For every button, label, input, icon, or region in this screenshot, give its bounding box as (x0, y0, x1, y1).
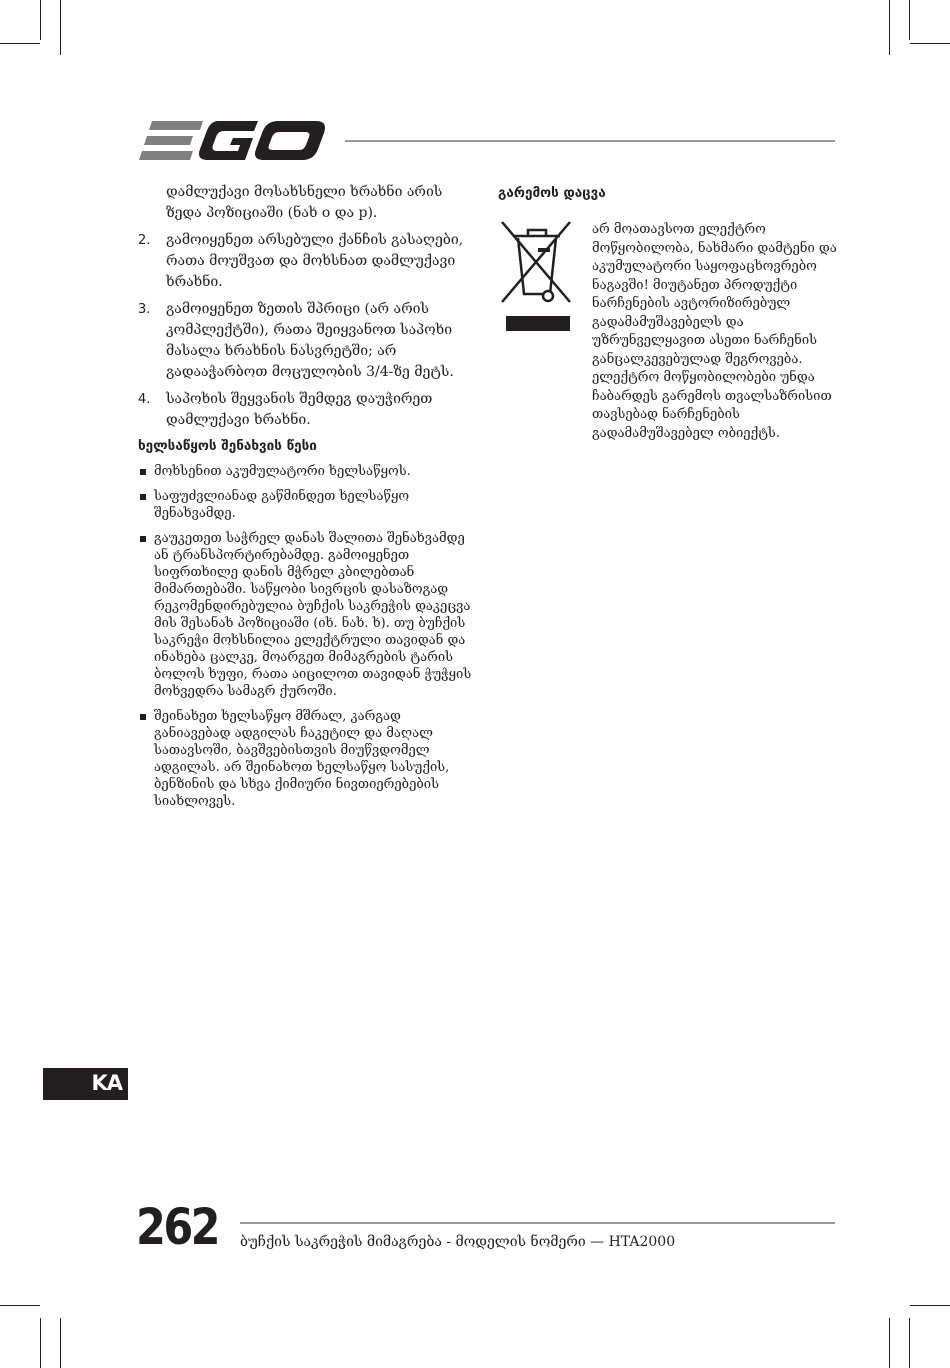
page-number: 262 (136, 1198, 219, 1256)
step-text: გამოიყენეთ არსებული ქანჩის გასაღები, რათა მოუშვათ და მოხსნათ დამლუქავი ხრახნი. (166, 232, 464, 290)
storage-heading: ხელსაწყოს შენახვის წესი (138, 438, 317, 454)
crop-mark (909, 1318, 910, 1368)
header-rule (345, 140, 835, 142)
crop-mark (0, 43, 40, 44)
step-continuation: დამლუქავი მოსახსნელი ხრახნი არის ზედა პოზიციაში (ნახ o და p). (166, 184, 443, 221)
step-number: 4. (138, 392, 151, 407)
crop-mark (889, 1318, 890, 1368)
list-item (138, 530, 478, 700)
step-item (138, 389, 478, 431)
crop-mark (60, 0, 61, 55)
step-text: გამოიყენეთ ზეთის შპრიცი (არ არის კომპლექტში), რათა შეიყვანოთ საპოხი მასალა ხრახნის ნასვრეტში; არ გადააჭარბოთ მოცულობის 3/4-ზე მეტს. (166, 301, 454, 380)
crop-mark (60, 1318, 61, 1368)
list-item (138, 708, 478, 810)
list-item (138, 488, 478, 522)
step-item (138, 299, 478, 383)
bullet-square-icon (140, 494, 146, 500)
list-item (138, 463, 478, 480)
step-item (138, 230, 478, 293)
crop-mark (910, 1305, 950, 1306)
storage-list (138, 463, 478, 810)
crop-mark (40, 1318, 41, 1368)
language-code: KA (91, 1071, 122, 1095)
environment-heading: გარემოს დაცვა (498, 185, 606, 201)
step-text: საპოხის შეყვანის შემდეგ დაუჭირეთ დამლუქავი ხრახნი. (166, 391, 433, 428)
footer-title: ბუჩქის საკრეჭის მიმაგრება - მოდელის ნომერი — HTA2000 (240, 1234, 676, 1250)
list-item-text: შეინახეთ ხელსაწყო მშრალ, კარგად განიავებად ადგილას ჩაკეტილ და მაღალ სათავსოში, ბავშვებისთვის მიუწვდომელ ადგილას. არ შეინახოთ ხელსაწყო სასუქის, ბენზინის და სხვა ქიმიური ნივთიერებების სიახლოვეს. (154, 709, 450, 809)
bullet-square-icon (140, 469, 146, 475)
list-item-text: გაუკეთეთ საჭრელ დანას შალითა შენახვამდე ან ტრანსპორტირებამდე. გამოიყენეთ სიფრთხილე დანის მჭრელ კბილებთან მიმართებაში. საწყობი სივრცის დასაზოგად რეკომენდირებულია ბუჩქის საკრეჭის დაკეცვა მის შესანახ პოზიციაში (იხ. ნახ. ხ). თუ ბუჩქის საკრეჭი მოხსნილია ელექტრული თავიდან და ინახება ცალკე, მოარგეთ მიმაგრების ტარის ბოლოს ხუფი, რათა აიცილოთ თავიდან ჭუჭყის მოხვედრა სამაგრ ქუროში. (154, 531, 472, 699)
language-tab (43, 1068, 128, 1100)
list-item-text: მოხსენით აკუმულატორი ხელსაწყოს. (154, 464, 411, 479)
crossed-bin-icon (498, 212, 574, 332)
bullet-square-icon (140, 536, 146, 542)
left-column (138, 182, 478, 818)
footer-rule (240, 1222, 835, 1224)
environment-text: არ მოათავსოთ ელექტრო მოწყობილობა, ნახმარი დამტენი და აკუმულატორი საყოფაცხოვრებო ნაგავში! მიუტანეთ პროდუქტი ნარჩენების ავტორიზირებულ გადამამუშავებელს და უზრუნველყავით ასეთი ნარჩენის განცალკევებულად შეგროვება. ელექტრო მოწყობილობები უნდა ჩაბარდეს გარემოს თვალსაზრისით თავსებად ნარჩენების გადამამუშავებელ ობიექტს. (592, 222, 837, 441)
crop-mark (40, 0, 41, 40)
step-number: 3. (138, 302, 151, 317)
crop-mark (889, 0, 890, 55)
crop-mark (910, 43, 950, 44)
bullet-square-icon (140, 714, 146, 720)
crop-mark (0, 1305, 40, 1306)
list-item-text: საფუძვლიანად გაწმინდეთ ხელსაწყო შენახვამდე. (154, 489, 410, 521)
crop-mark (909, 0, 910, 40)
right-column (498, 182, 838, 210)
step-number: 2. (138, 233, 151, 248)
maintenance-steps (138, 230, 478, 431)
ego-logo (138, 118, 328, 164)
